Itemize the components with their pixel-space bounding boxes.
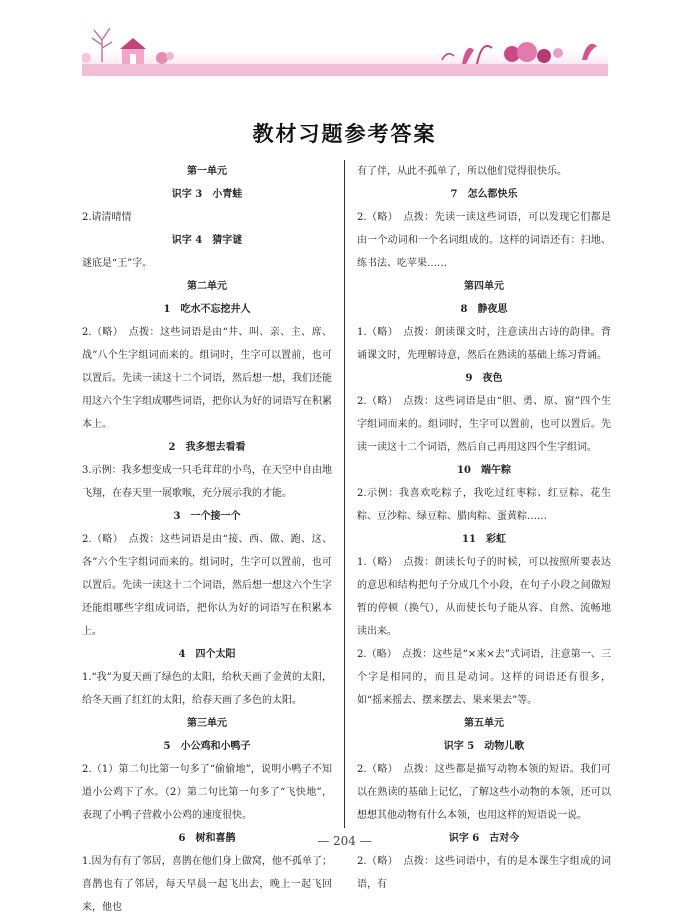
answer-text: 谜底是“王”字。 [82, 258, 153, 269]
answer-text: 2.（略） 点拨：这些词语是由“井、叫、亲、主、席、战”八个生字组词而来的。组词时，生字可以置前，也可以置后。先读一读这十二个词语，然后想一想，我们还能用这六个生字组成哪些词语，把你认为好的词语写在积累本上。 [82, 327, 332, 430]
lesson-heading: 识字 3 小青蛙 [171, 189, 243, 200]
page-title: 教材习题参考答案 [252, 121, 437, 146]
answer-text: 2.（略） 点拨：这些都是描写动物本领的短语。我们可以在熟读的基础上记忆，了解这些小动物的本领，还可以想想其他动物有什么本领，也用这样的短语说一说。 [357, 764, 611, 821]
lesson-heading: 7 怎么都快乐 [450, 189, 518, 200]
floral-decoration [442, 42, 597, 64]
unit-heading: 第三单元 [187, 718, 227, 729]
lesson-heading: 3 一个接一个 [173, 511, 241, 522]
lesson-heading: 11 彩虹 [462, 534, 506, 545]
answer-text: 2.（略） 点拨：先读一读这些词语，可以发现它们都是由一个动词和一个名词组成的。这样的词语还有：扫地、练书法、吃苹果…… [357, 212, 611, 269]
answer-text: 1.（略） 点拨：朗读长句子的时候，可以按照所要表达的意思和结构把句子分成几个小段，在句子小段之间做短暂的停顿（换气），从而使长句子能从容、自然、流畅地读出来。 [357, 557, 611, 637]
column-divider [344, 160, 345, 828]
answer-text: 3.示例：我多想变成一只毛茸茸的小鸟，在天空中自由地飞翔，在春天里一展歌喉，充分展示我的才能。 [82, 465, 332, 499]
lesson-heading: 4 四个太阳 [178, 649, 236, 660]
page-number: — 204 — [317, 834, 372, 848]
lesson-heading: 6 树和喜鹊 [178, 833, 236, 844]
answer-text: 2.示例：我喜欢吃粽子，我吃过红枣粽、红豆粽、花生粽、豆沙粽、绿豆粽、腊肉粽、蛋黄粽…… [357, 488, 611, 522]
left-column [82, 160, 332, 919]
lesson-heading: 识字 5 动物儿歌 [443, 741, 525, 752]
lesson-heading: 2 我多想去看看 [168, 442, 246, 453]
unit-heading: 第二单元 [187, 281, 227, 292]
answer-text: 1.“我”为夏天画了绿色的太阳，给秋天画了金黄的太阳，给冬天画了红红的太阳，给春天画了多色的太阳。 [82, 672, 332, 706]
lesson-heading: 8 静夜思 [460, 304, 508, 315]
lesson-heading: 1 吃水不忘挖井人 [163, 304, 251, 315]
answer-text: 2.（略） 点拨：这些词语是由“胆、勇、原、窗”四个生字组词而来的。组词时，生字可以置前，也可以置后。先读一读这十二个词语，然后自己再用这四个生字组词。 [357, 396, 611, 453]
answer-text: 有了伴，从此不孤单了，所以他们觉得很快乐。 [357, 166, 567, 177]
lesson-heading: 识字 6 古对今 [448, 833, 520, 844]
answer-text: 2.（1）第二句比第一句多了“偷偷地”，说明小鸭子不知道小公鸡下了水。（2）第二句比第一句多了“飞快地”，表现了小鸭子营救小公鸡的速度很快。 [82, 764, 332, 821]
unit-heading: 第四单元 [464, 281, 504, 292]
house-tree-decoration [82, 28, 174, 64]
answer-text: 2.（略） 点拨：这些是“×来×去”式词语，注意第一、三个字是相同的，而且是动词。这样的词语还有很多，如“摇来摇去、摆来摆去、果来果去”等。 [357, 649, 611, 706]
lesson-heading: 9 夜色 [465, 373, 503, 384]
answer-text: 2.（略） 点拨：这些词语中，有的是本课生字组成的词语，有 [357, 856, 611, 890]
lesson-heading: 识字 4 猜字谜 [171, 235, 243, 246]
answer-text: 2.请清晴情 [82, 212, 132, 223]
banner-bar [82, 64, 608, 76]
lesson-heading: 10 端午粽 [457, 465, 511, 476]
answer-text: 2.（略） 点拨：这些词语是由“接、西、做、跑、这、各”六个生字组词而来的。组词时，生字可以置前，也可以置后。先读一读这十二个词语，然后想一想这六个生字还能组哪些字组成词语，把你认为好的词语写在积累本上。 [82, 534, 332, 637]
answer-text: 1.（略） 点拨：朗读课文时，注意读出古诗的韵律。背诵课文时，先理解诗意，然后在熟读的基础上练习背诵。 [357, 327, 611, 361]
lesson-heading: 5 小公鸡和小鸭子 [163, 741, 251, 752]
unit-heading: 第五单元 [464, 718, 504, 729]
header-banner [82, 20, 608, 76]
answer-text: 1.因为有有了邻居，喜鹊在他们身上做窝，他不孤单了；喜鹊也有了邻居，每天早晨一起飞出去，晚上一起飞回来，他也 [82, 856, 332, 913]
unit-heading: 第一单元 [187, 166, 227, 177]
right-column [357, 160, 611, 896]
